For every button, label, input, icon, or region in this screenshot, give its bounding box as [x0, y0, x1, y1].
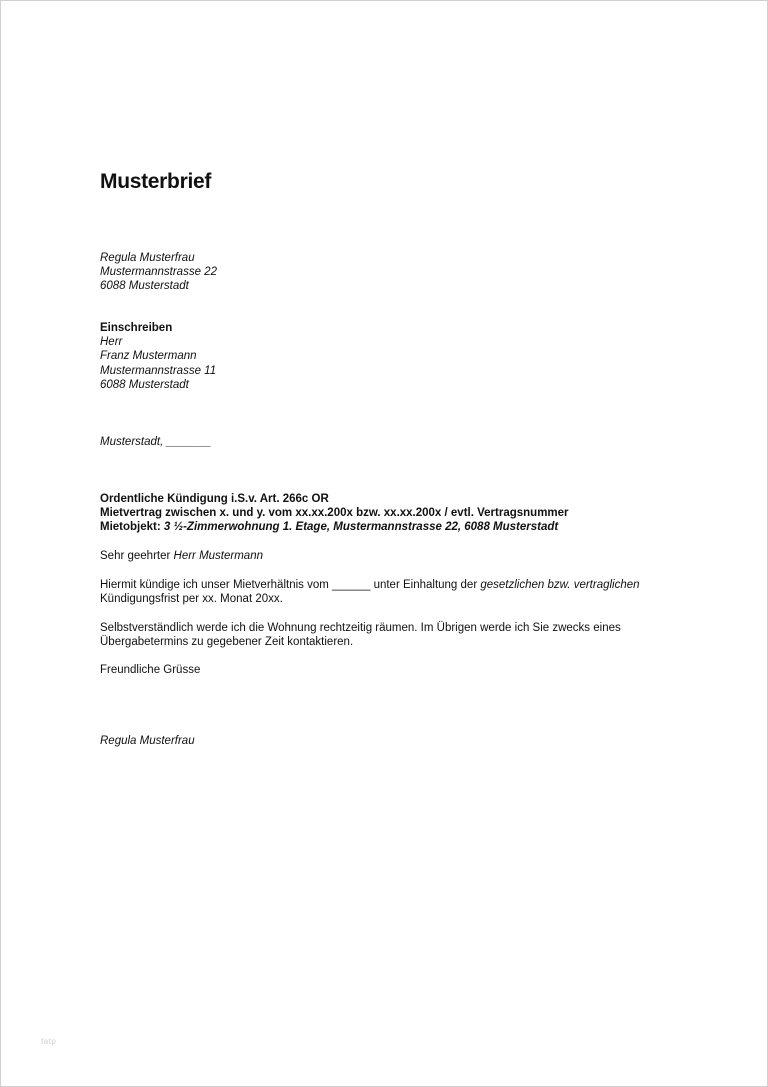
watermark: fatp — [41, 1037, 57, 1046]
recipient-city: 6088 Musterstadt — [100, 378, 189, 391]
paragraph-1-line-1 — [100, 578, 640, 592]
subject-line-2: Mietvertrag zwischen x. und y. vom xx.xx.200x bzw. xx.xx.200x / evtl. Vertragsnummer — [100, 507, 569, 520]
recipient-name: Franz Mustermann — [100, 350, 197, 363]
paragraph-2 — [100, 621, 621, 649]
greeting-name: Herr Mustermann — [173, 550, 263, 562]
recipient-address — [100, 321, 216, 392]
paragraph-1 — [100, 578, 640, 606]
sender-name: Regula Musterfrau — [100, 252, 195, 264]
place-date: Musterstadt, _______ — [100, 436, 212, 448]
recipient-salutation: Herr — [100, 336, 123, 349]
paragraph-1-text: Hiermit kündige ich unser Mietverhältnis vom ______ unter Einhaltung der — [100, 579, 478, 591]
paragraph-1-line-2: Kündigungsfrist per xx. Monat 20xx. — [100, 593, 283, 606]
signature: Regula Musterfrau — [100, 735, 195, 747]
subject-object-label: Mietobjekt: — [100, 521, 161, 534]
sender-street: Mustermannstrasse 22 — [100, 266, 217, 279]
greeting-prefix: Sehr geehrter — [100, 550, 171, 562]
greeting — [100, 549, 263, 563]
subject-block — [100, 492, 569, 535]
sender-city: 6088 Musterstadt — [100, 280, 189, 293]
subject-object-value: 3 ½-Zimmerwohnung 1. Etage, Mustermannstrasse 22, 6088 Musterstadt — [163, 521, 559, 534]
delivery-type: Einschreiben — [100, 322, 173, 334]
paragraph-2-line-2: Übergabetermins zu gegebener Zeit kontaktieren. — [100, 636, 354, 649]
subject-line-1: Ordentliche Kündigung i.S.v. Art. 266c OR — [100, 493, 329, 505]
subject-line-3 — [100, 520, 569, 534]
paragraph-2-line-1: Selbstverständlich werde ich die Wohnung rechtzeitig räumen. Im Übrigen werde ich Sie zwecks eines — [100, 622, 621, 634]
letter-title: Musterbrief — [100, 170, 212, 193]
closing: Freundliche Grüsse — [100, 664, 201, 676]
sender-address — [100, 251, 217, 294]
paragraph-1-italic: gesetzlichen bzw. vertraglichen — [480, 579, 640, 591]
recipient-street: Mustermannstrasse 11 — [100, 364, 217, 377]
